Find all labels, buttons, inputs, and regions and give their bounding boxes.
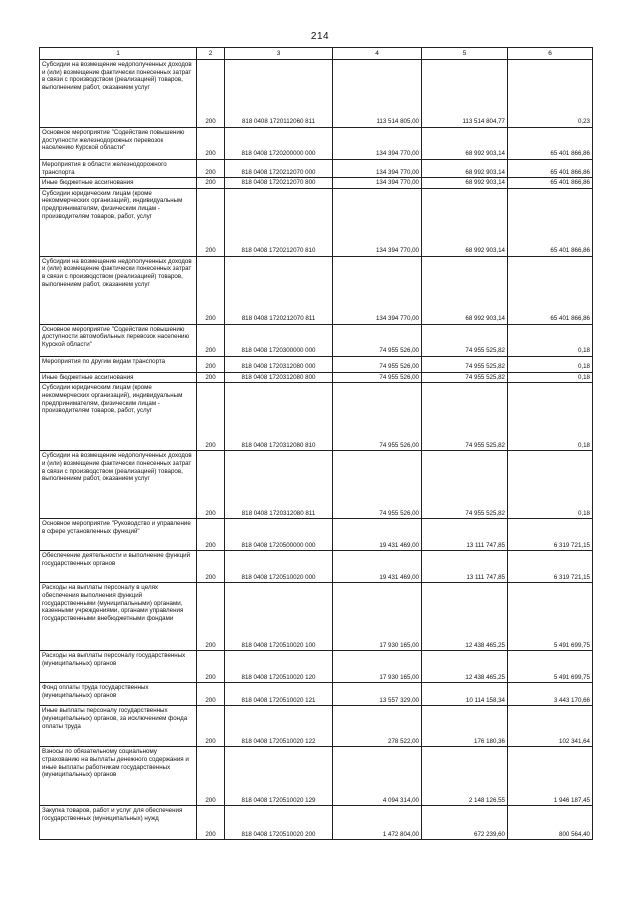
approved-amount: 13 557 329,00 — [333, 683, 422, 706]
budget-execution-table — [39, 47, 593, 840]
table-row — [40, 324, 593, 356]
unexecuted-amount: 0,18 — [508, 356, 593, 372]
table-row — [40, 128, 593, 160]
approved-amount: 134 394 770,00 — [333, 256, 422, 324]
unexecuted-amount: 6 319 721,15 — [508, 551, 593, 583]
line-code: 200 — [197, 256, 225, 324]
table-row — [40, 583, 593, 651]
budget-line-name: Закупка товаров, работ и услуг для обеспечения государственных (муниципальных) нужд — [40, 806, 197, 840]
budget-classification-code: 818 0408 1720510020 122 — [225, 706, 333, 747]
unexecuted-amount: 3 443 170,66 — [508, 683, 593, 706]
budget-line-name: Расходы на выплаты персоналу государственных (муниципальных) органов — [40, 651, 197, 683]
budget-line-name: Расходы на выплаты персоналу в целях обеспечения выполнения функций государственными (муниципальными) органами, казенными учреждениями, органами управления государственными внебюджетными фондами — [40, 583, 197, 651]
budget-classification-code: 818 0408 1720200000 000 — [225, 128, 333, 160]
table-row — [40, 651, 593, 683]
table-row — [40, 706, 593, 747]
approved-amount: 74 955 526,00 — [333, 324, 422, 356]
budget-classification-code: 818 0408 1720510020 129 — [225, 747, 333, 806]
budget-line-name: Субсидии на возмещение недополученных доходов и (или) возмещение фактически понесенных затрат в связи с производством (реализацией) товаров, выполнением работ, оказанием услуг — [40, 451, 197, 519]
column-header-1: 1 — [40, 48, 197, 60]
budget-classification-code: 818 0408 1720312080 810 — [225, 383, 333, 451]
line-code: 200 — [197, 160, 225, 178]
budget-line-name: Основное мероприятие "Содействие повышению доступности автомобильных перевозок населению Курской области" — [40, 324, 197, 356]
executed-amount: 13 111 747,85 — [422, 551, 508, 583]
unexecuted-amount: 0,18 — [508, 383, 593, 451]
budget-line-name: Иные выплаты персоналу государственных (муниципальных) органов, за исключением фонда оплаты труда — [40, 706, 197, 747]
line-code: 200 — [197, 356, 225, 372]
executed-amount: 672 239,60 — [422, 806, 508, 840]
executed-amount: 10 114 158,34 — [422, 683, 508, 706]
budget-classification-code: 818 0408 1720312080 000 — [225, 356, 333, 372]
table-row — [40, 683, 593, 706]
approved-amount: 74 955 526,00 — [333, 383, 422, 451]
table-row — [40, 60, 593, 128]
table-row — [40, 519, 593, 551]
table-row — [40, 256, 593, 324]
executed-amount: 68 992 903,14 — [422, 128, 508, 160]
unexecuted-amount: 0,23 — [508, 60, 593, 128]
column-header-5: 5 — [422, 48, 508, 60]
budget-line-name: Фонд оплаты труда государственных (муниципальных) органов — [40, 683, 197, 706]
column-header-6: 6 — [508, 48, 593, 60]
budget-line-name: Мероприятия по другим видам транспорта — [40, 356, 197, 372]
budget-classification-code: 818 0408 1720312080 811 — [225, 451, 333, 519]
approved-amount: 1 472 804,00 — [333, 806, 422, 840]
budget-classification-code: 818 0408 1720212070 000 — [225, 160, 333, 178]
table-row — [40, 551, 593, 583]
approved-amount: 17 930 165,00 — [333, 583, 422, 651]
table-row — [40, 372, 593, 383]
line-code: 200 — [197, 706, 225, 747]
unexecuted-amount: 65 401 866,86 — [508, 128, 593, 160]
line-code: 200 — [197, 372, 225, 383]
approved-amount: 134 394 770,00 — [333, 128, 422, 160]
executed-amount: 13 111 747,85 — [422, 519, 508, 551]
executed-amount: 12 438 465,25 — [422, 583, 508, 651]
column-header-2: 2 — [197, 48, 225, 60]
budget-classification-code: 818 0408 1720510020 000 — [225, 551, 333, 583]
executed-amount: 68 992 903,14 — [422, 256, 508, 324]
table-row — [40, 178, 593, 189]
budget-line-name: Субсидии юридическим лицам (кроме некоммерческих организаций), индивидуальным предпринимателям, физическим лицам - производителям товаров, работ, услуг — [40, 188, 197, 256]
budget-classification-code: 818 0408 1720112060 811 — [225, 60, 333, 128]
approved-amount: 134 394 770,00 — [333, 160, 422, 178]
budget-classification-code: 818 0408 1720510020 100 — [225, 583, 333, 651]
column-header-4: 4 — [333, 48, 422, 60]
line-code: 200 — [197, 747, 225, 806]
approved-amount: 19 431 469,00 — [333, 519, 422, 551]
table-row — [40, 383, 593, 451]
line-code: 200 — [197, 178, 225, 189]
line-code: 200 — [197, 551, 225, 583]
budget-line-name: Взносы по обязательному социальному страхованию на выплаты денежного содержания и иные выплаты работникам государственных (муниципальных) органов — [40, 747, 197, 806]
line-code: 200 — [197, 683, 225, 706]
line-code: 200 — [197, 806, 225, 840]
executed-amount: 68 992 903,14 — [422, 160, 508, 178]
unexecuted-amount: 6 319 721,15 — [508, 519, 593, 551]
executed-amount: 74 955 525,82 — [422, 451, 508, 519]
approved-amount: 113 514 805,00 — [333, 60, 422, 128]
budget-line-name: Субсидии на возмещение недополученных доходов и (или) возмещение фактически понесенных затрат в связи с производством (реализацией) товаров, выполнением работ, оказанием услуг — [40, 60, 197, 128]
unexecuted-amount: 65 401 866,86 — [508, 256, 593, 324]
approved-amount: 134 394 770,00 — [333, 188, 422, 256]
executed-amount: 74 955 525,82 — [422, 356, 508, 372]
unexecuted-amount: 1 946 187,45 — [508, 747, 593, 806]
approved-amount: 74 955 526,00 — [333, 372, 422, 383]
line-code: 200 — [197, 519, 225, 551]
line-code: 200 — [197, 651, 225, 683]
budget-classification-code: 818 0408 1720500000 000 — [225, 519, 333, 551]
unexecuted-amount: 102 341,64 — [508, 706, 593, 747]
table-row — [40, 451, 593, 519]
budget-classification-code: 818 0408 1720510020 121 — [225, 683, 333, 706]
budget-line-name: Мероприятия в области железнодорожного транспорта — [40, 160, 197, 178]
budget-line-name: Субсидии юридическим лицам (кроме некоммерческих организаций), индивидуальным предпринимателям, физическим лицам - производителям товаров, работ, услуг — [40, 383, 197, 451]
approved-amount: 4 094 314,00 — [333, 747, 422, 806]
budget-line-name: Иные бюджетные ассигнования — [40, 372, 197, 383]
line-code: 200 — [197, 188, 225, 256]
unexecuted-amount: 0,18 — [508, 451, 593, 519]
table-row — [40, 806, 593, 840]
line-code: 200 — [197, 451, 225, 519]
unexecuted-amount: 0,18 — [508, 372, 593, 383]
budget-classification-code: 818 0408 1720510020 200 — [225, 806, 333, 840]
page-number: 214 — [310, 31, 330, 42]
table-row — [40, 747, 593, 806]
line-code: 200 — [197, 128, 225, 160]
unexecuted-amount: 5 491 699,75 — [508, 583, 593, 651]
budget-classification-code: 818 0408 1720212070 800 — [225, 178, 333, 189]
approved-amount: 17 930 165,00 — [333, 651, 422, 683]
line-code: 200 — [197, 383, 225, 451]
table-row — [40, 188, 593, 256]
line-code: 200 — [197, 60, 225, 128]
executed-amount: 12 438 465,25 — [422, 651, 508, 683]
unexecuted-amount: 65 401 866,86 — [508, 178, 593, 189]
budget-classification-code: 818 0408 1720300000 000 — [225, 324, 333, 356]
executed-amount: 176 180,36 — [422, 706, 508, 747]
budget-line-name: Основное мероприятие "Руководство и управление в сфере установленных функций" — [40, 519, 197, 551]
approved-amount: 19 431 469,00 — [333, 551, 422, 583]
unexecuted-amount: 0,18 — [508, 324, 593, 356]
table-row — [40, 356, 593, 372]
approved-amount: 74 955 526,00 — [333, 451, 422, 519]
unexecuted-amount: 65 401 866,86 — [508, 160, 593, 178]
budget-line-name: Основное мероприятие "Содействие повышению доступности железнодорожных перевозок населению Курской области" — [40, 128, 197, 160]
budget-classification-code: 818 0408 1720312080 800 — [225, 372, 333, 383]
budget-classification-code: 818 0408 1720510020 120 — [225, 651, 333, 683]
approved-amount: 278 522,00 — [333, 706, 422, 747]
unexecuted-amount: 65 401 866,86 — [508, 188, 593, 256]
line-code: 200 — [197, 324, 225, 356]
unexecuted-amount: 800 564,40 — [508, 806, 593, 840]
executed-amount: 74 955 525,82 — [422, 383, 508, 451]
executed-amount: 113 514 804,77 — [422, 60, 508, 128]
budget-classification-code: 818 0408 1720212070 811 — [225, 256, 333, 324]
executed-amount: 74 955 525,82 — [422, 324, 508, 356]
line-code: 200 — [197, 583, 225, 651]
executed-amount: 68 992 903,14 — [422, 188, 508, 256]
executed-amount: 74 955 525,82 — [422, 372, 508, 383]
executed-amount: 2 148 126,55 — [422, 747, 508, 806]
budget-line-name: Обеспечение деятельности и выполнение функций государственных органов — [40, 551, 197, 583]
approved-amount: 74 955 526,00 — [333, 356, 422, 372]
unexecuted-amount: 5 491 699,75 — [508, 651, 593, 683]
budget-line-name: Иные бюджетные ассигнования — [40, 178, 197, 189]
executed-amount: 68 992 903,14 — [422, 178, 508, 189]
table-row — [40, 160, 593, 178]
approved-amount: 134 394 770,00 — [333, 178, 422, 189]
column-header-3: 3 — [225, 48, 333, 60]
budget-line-name: Субсидии на возмещение недополученных доходов и (или) возмещение фактически понесенных затрат в связи с производством (реализацией) товаров, выполнением работ, оказанием услуг — [40, 256, 197, 324]
table-header-row — [40, 48, 593, 60]
budget-classification-code: 818 0408 1720212070 810 — [225, 188, 333, 256]
